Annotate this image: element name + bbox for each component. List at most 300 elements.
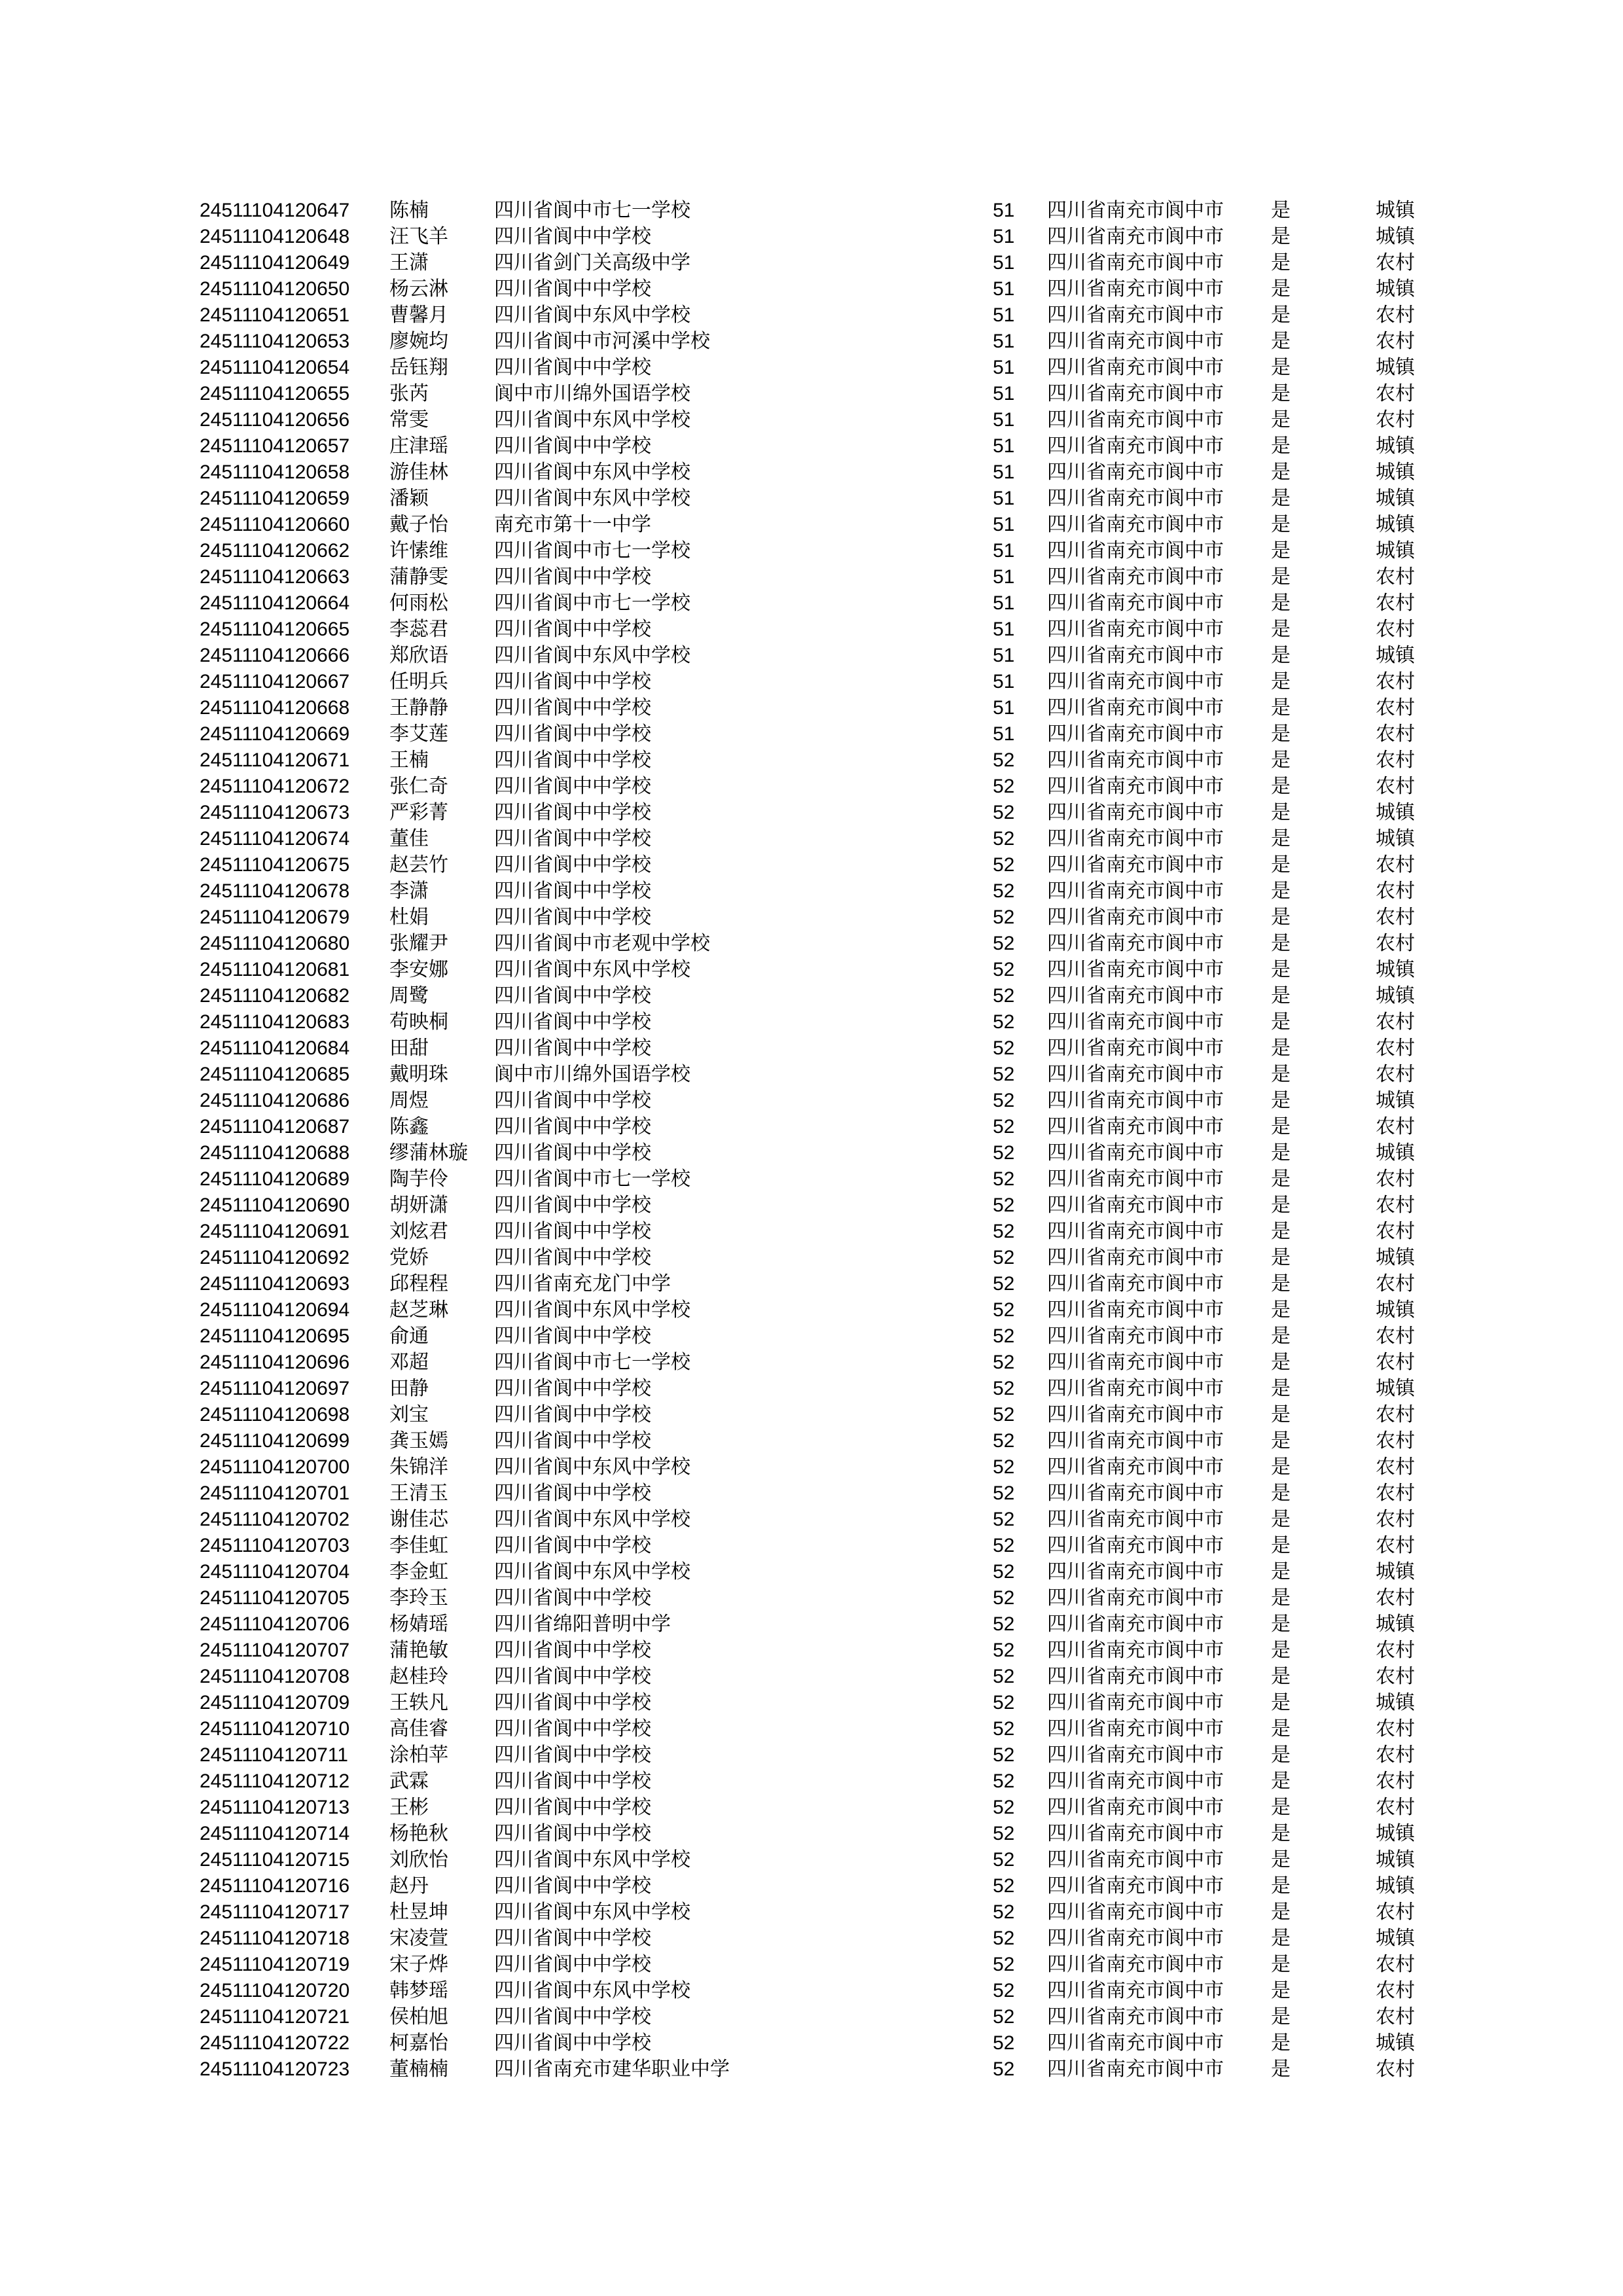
school-cell: 四川省阆中中学校 <box>494 2005 651 2028</box>
table-row <box>200 590 1430 617</box>
school-cell: 四川省阆中东风中学校 <box>494 1979 690 2002</box>
region-cell: 四川省南充市阆中市 <box>1047 1587 1224 1609</box>
flag-cell: 是 <box>1271 199 1291 222</box>
table-row <box>200 1480 1430 1507</box>
region-cell: 四川省南充市阆中市 <box>1047 618 1224 641</box>
student-name-cell: 曹馨月 <box>389 304 448 327</box>
household-type-cell: 农村 <box>1376 723 1415 745</box>
household-type-cell: 农村 <box>1376 1194 1415 1217</box>
table-row <box>200 1271 1430 1297</box>
score-cell: 52 <box>993 1273 1015 1295</box>
flag-cell: 是 <box>1271 853 1291 876</box>
student-name-cell: 李艾莲 <box>389 723 448 745</box>
table-row <box>200 1873 1430 1899</box>
school-cell: 四川省阆中中学校 <box>494 1429 651 1452</box>
student-id-cell: 24511104120671 <box>200 749 350 771</box>
flag-cell: 是 <box>1271 2058 1291 2081</box>
student-name-cell: 杨婧瑶 <box>389 1613 448 1636</box>
flag-cell: 是 <box>1271 330 1291 353</box>
score-cell: 51 <box>993 514 1015 535</box>
table-row <box>200 1140 1430 1166</box>
region-cell: 四川省南充市阆中市 <box>1047 1063 1224 1086</box>
student-name-cell: 武霖 <box>389 1770 429 1793</box>
score-cell: 51 <box>993 383 1015 404</box>
flag-cell: 是 <box>1271 1848 1291 1871</box>
score-cell: 52 <box>993 1587 1015 1609</box>
household-type-cell: 农村 <box>1376 1220 1415 1243</box>
score-cell: 52 <box>993 2006 1015 2028</box>
student-id-cell: 24511104120657 <box>200 435 350 457</box>
flag-cell: 是 <box>1271 1351 1291 1374</box>
score-cell: 52 <box>993 1797 1015 1818</box>
household-type-cell: 农村 <box>1376 251 1415 274</box>
school-cell: 四川省阆中中学校 <box>494 1246 651 1269</box>
student-id-cell: 24511104120694 <box>200 1299 350 1321</box>
table-row <box>200 1507 1430 1533</box>
student-id-cell: 24511104120713 <box>200 1797 350 1818</box>
school-cell: 四川省阆中东风中学校 <box>494 487 690 510</box>
student-name-cell: 杜娟 <box>389 906 429 929</box>
region-cell: 四川省南充市阆中市 <box>1047 330 1224 353</box>
region-cell: 四川省南充市阆中市 <box>1047 1325 1224 1348</box>
student-id-cell: 24511104120717 <box>200 1901 350 1923</box>
school-cell: 四川省阆中中学校 <box>494 1639 651 1662</box>
flag-cell: 是 <box>1271 1037 1291 1060</box>
student-id-cell: 24511104120673 <box>200 802 350 823</box>
table-row <box>200 381 1430 407</box>
flag-cell: 是 <box>1271 984 1291 1007</box>
student-id-cell: 24511104120714 <box>200 1823 350 1844</box>
score-cell: 52 <box>993 1718 1015 1740</box>
region-cell: 四川省南充市阆中市 <box>1047 408 1224 431</box>
household-type-cell: 农村 <box>1376 670 1415 693</box>
household-type-cell: 农村 <box>1376 1011 1415 1033</box>
household-type-cell: 农村 <box>1376 1429 1415 1452</box>
region-cell: 四川省南充市阆中市 <box>1047 749 1224 772</box>
household-type-cell: 农村 <box>1376 618 1415 641</box>
table-row <box>200 1245 1430 1271</box>
student-id-cell: 24511104120698 <box>200 1404 350 1426</box>
household-type-cell: 农村 <box>1376 1744 1415 1767</box>
school-cell: 四川省阆中中学校 <box>494 696 651 719</box>
flag-cell: 是 <box>1271 1587 1291 1609</box>
student-id-cell: 24511104120666 <box>200 645 350 666</box>
household-type-cell: 农村 <box>1376 1325 1415 1348</box>
student-name-cell: 龚玉嫣 <box>389 1429 448 1452</box>
table-row <box>200 355 1430 381</box>
household-type-cell: 城镇 <box>1376 278 1415 300</box>
student-name-cell: 蒲艳敏 <box>389 1639 448 1662</box>
student-name-cell: 王潇 <box>389 251 429 274</box>
region-cell: 四川省南充市阆中市 <box>1047 1953 1224 1976</box>
score-cell: 52 <box>993 854 1015 876</box>
flag-cell: 是 <box>1271 565 1291 588</box>
table-row <box>200 1821 1430 1847</box>
flag-cell: 是 <box>1271 1717 1291 1740</box>
table-row <box>200 1638 1430 1664</box>
score-cell: 51 <box>993 488 1015 509</box>
student-id-cell: 24511104120709 <box>200 1692 350 1713</box>
school-cell: 四川省阆中中学校 <box>494 2032 651 2054</box>
flag-cell: 是 <box>1271 1063 1291 1086</box>
household-type-cell: 农村 <box>1376 853 1415 876</box>
table-row <box>200 957 1430 983</box>
school-cell: 四川省阆中中学校 <box>494 1089 651 1112</box>
table-row <box>200 1219 1430 1245</box>
student-id-cell: 24511104120691 <box>200 1221 350 1242</box>
table-row <box>200 1847 1430 1873</box>
household-type-cell: 农村 <box>1376 696 1415 719</box>
household-type-cell: 城镇 <box>1376 1246 1415 1269</box>
student-id-cell: 24511104120659 <box>200 488 350 509</box>
student-name-cell: 汪飞羊 <box>389 225 448 248</box>
student-name-cell: 宋凌萱 <box>389 1927 448 1950</box>
region-cell: 四川省南充市阆中市 <box>1047 251 1224 274</box>
school-cell: 四川省阆中东风中学校 <box>494 958 690 981</box>
student-id-cell: 24511104120700 <box>200 1456 350 1478</box>
table-row <box>200 931 1430 957</box>
student-id-cell: 24511104120679 <box>200 906 350 928</box>
student-id-cell: 24511104120689 <box>200 1168 350 1190</box>
household-type-cell: 城镇 <box>1376 1848 1415 1871</box>
student-name-cell: 廖婉均 <box>389 330 448 353</box>
score-cell: 52 <box>993 1980 1015 2001</box>
score-cell: 52 <box>993 776 1015 797</box>
household-type-cell: 城镇 <box>1376 1691 1415 1714</box>
student-name-cell: 王楠 <box>389 749 429 772</box>
student-name-cell: 邓超 <box>389 1351 429 1374</box>
school-cell: 四川省阆中东风中学校 <box>494 644 690 667</box>
student-name-cell: 赵桂玲 <box>389 1665 448 1688</box>
student-id-cell: 24511104120703 <box>200 1535 350 1556</box>
flag-cell: 是 <box>1271 225 1291 248</box>
student-id-cell: 24511104120716 <box>200 1875 350 1897</box>
household-type-cell: 城镇 <box>1376 356 1415 379</box>
score-cell: 51 <box>993 409 1015 431</box>
student-id-cell: 24511104120665 <box>200 619 350 640</box>
score-cell: 51 <box>993 645 1015 666</box>
score-cell: 52 <box>993 1954 1015 1975</box>
region-cell: 四川省南充市阆中市 <box>1047 801 1224 824</box>
table-row <box>200 433 1430 459</box>
roster-table <box>200 198 1430 2083</box>
student-id-cell: 24511104120682 <box>200 985 350 1007</box>
student-id-cell: 24511104120706 <box>200 1613 350 1635</box>
student-id-cell: 24511104120680 <box>200 933 350 954</box>
school-cell: 四川省阆中中学校 <box>494 1822 651 1845</box>
household-type-cell: 城镇 <box>1376 644 1415 667</box>
score-cell: 51 <box>993 435 1015 457</box>
household-type-cell: 城镇 <box>1376 2032 1415 2054</box>
region-cell: 四川省南充市阆中市 <box>1047 1456 1224 1479</box>
table-row <box>200 1035 1430 1062</box>
student-id-cell: 24511104120663 <box>200 566 350 588</box>
region-cell: 四川省南充市阆中市 <box>1047 853 1224 876</box>
household-type-cell: 农村 <box>1376 932 1415 955</box>
school-cell: 四川省阆中中学校 <box>494 1665 651 1688</box>
household-type-cell: 农村 <box>1376 1796 1415 1819</box>
table-row <box>200 800 1430 826</box>
student-name-cell: 周鹭 <box>389 984 429 1007</box>
student-name-cell: 王彬 <box>389 1796 429 1819</box>
score-cell: 52 <box>993 1325 1015 1347</box>
household-type-cell: 城镇 <box>1376 1822 1415 1845</box>
school-cell: 四川省阆中中学校 <box>494 1691 651 1714</box>
region-cell: 四川省南充市阆中市 <box>1047 1011 1224 1033</box>
school-cell: 四川省绵阳普明中学 <box>494 1613 671 1636</box>
household-type-cell: 农村 <box>1376 1482 1415 1505</box>
score-cell: 52 <box>993 1352 1015 1373</box>
score-cell: 51 <box>993 697 1015 719</box>
table-row <box>200 983 1430 1009</box>
region-cell: 四川省南充市阆中市 <box>1047 1403 1224 1426</box>
school-cell: 四川省阆中中学校 <box>494 1717 651 1740</box>
student-id-cell: 24511104120668 <box>200 697 350 719</box>
student-id-cell: 24511104120649 <box>200 252 350 274</box>
score-cell: 52 <box>993 1378 1015 1399</box>
score-cell: 52 <box>993 1194 1015 1216</box>
school-cell: 四川省阆中中学校 <box>494 984 651 1007</box>
student-id-cell: 24511104120653 <box>200 331 350 352</box>
region-cell: 四川省南充市阆中市 <box>1047 1299 1224 1321</box>
region-cell: 四川省南充市阆中市 <box>1047 1037 1224 1060</box>
region-cell: 四川省南充市阆中市 <box>1047 592 1224 615</box>
flag-cell: 是 <box>1271 958 1291 981</box>
table-row <box>200 643 1430 669</box>
student-id-cell: 24511104120710 <box>200 1718 350 1740</box>
student-id-cell: 24511104120697 <box>200 1378 350 1399</box>
score-cell: 51 <box>993 331 1015 352</box>
student-name-cell: 高佳睿 <box>389 1717 448 1740</box>
student-id-cell: 24511104120683 <box>200 1011 350 1033</box>
region-cell: 四川省南充市阆中市 <box>1047 1901 1224 1924</box>
school-cell: 四川省阆中中学校 <box>494 225 651 248</box>
flag-cell: 是 <box>1271 723 1291 745</box>
score-cell: 52 <box>993 1090 1015 1111</box>
student-name-cell: 许愫维 <box>389 539 448 562</box>
region-cell: 四川省南充市阆中市 <box>1047 225 1224 248</box>
student-name-cell: 王清玉 <box>389 1482 448 1505</box>
region-cell: 四川省南充市阆中市 <box>1047 670 1224 693</box>
table-row <box>200 1428 1430 1454</box>
school-cell: 四川省南充龙门中学 <box>494 1272 671 1295</box>
student-name-cell: 田甜 <box>389 1037 429 1060</box>
flag-cell: 是 <box>1271 1011 1291 1033</box>
table-row <box>200 1664 1430 1690</box>
flag-cell: 是 <box>1271 644 1291 667</box>
region-cell: 四川省南充市阆中市 <box>1047 2058 1224 2081</box>
table-row <box>200 538 1430 564</box>
region-cell: 四川省南充市阆中市 <box>1047 356 1224 379</box>
flag-cell: 是 <box>1271 408 1291 431</box>
school-cell: 四川省阆中中学校 <box>494 1587 651 1609</box>
student-name-cell: 刘宝 <box>389 1403 429 1426</box>
score-cell: 52 <box>993 1142 1015 1164</box>
school-cell: 四川省阆中中学校 <box>494 853 651 876</box>
flag-cell: 是 <box>1271 2005 1291 2028</box>
student-name-cell: 杜昱坤 <box>389 1901 448 1924</box>
household-type-cell: 城镇 <box>1376 958 1415 981</box>
table-row <box>200 1978 1430 2004</box>
student-name-cell: 陈鑫 <box>389 1115 429 1138</box>
table-row <box>200 459 1430 486</box>
school-cell: 四川省阆中中学校 <box>494 1377 651 1400</box>
household-type-cell: 农村 <box>1376 749 1415 772</box>
table-row <box>200 721 1430 747</box>
region-cell: 四川省南充市阆中市 <box>1047 1613 1224 1636</box>
flag-cell: 是 <box>1271 1979 1291 2002</box>
table-row <box>200 1402 1430 1428</box>
school-cell: 四川省阆中中学校 <box>494 1220 651 1243</box>
score-cell: 52 <box>993 1037 1015 1059</box>
school-cell: 四川省阆中东风中学校 <box>494 408 690 431</box>
flag-cell: 是 <box>1271 487 1291 510</box>
student-name-cell: 周煜 <box>389 1089 429 1112</box>
student-name-cell: 李安娜 <box>389 958 448 981</box>
score-cell: 51 <box>993 357 1015 378</box>
household-type-cell: 农村 <box>1376 1351 1415 1374</box>
region-cell: 四川省南充市阆中市 <box>1047 461 1224 484</box>
table-row <box>200 1114 1430 1140</box>
score-cell: 52 <box>993 985 1015 1007</box>
score-cell: 51 <box>993 592 1015 614</box>
school-cell: 四川省阆中中学校 <box>494 1194 651 1217</box>
student-id-cell: 24511104120705 <box>200 1587 350 1609</box>
school-cell: 四川省阆中中学校 <box>494 1744 651 1767</box>
score-cell: 52 <box>993 802 1015 823</box>
student-id-cell: 24511104120662 <box>200 540 350 562</box>
region-cell: 四川省南充市阆中市 <box>1047 1848 1224 1871</box>
region-cell: 四川省南充市阆中市 <box>1047 1141 1224 1164</box>
school-cell: 四川省阆中中学校 <box>494 435 651 457</box>
student-id-cell: 24511104120708 <box>200 1666 350 1687</box>
flag-cell: 是 <box>1271 382 1291 405</box>
household-type-cell: 城镇 <box>1376 1141 1415 1164</box>
school-cell: 四川省阆中中学校 <box>494 906 651 929</box>
table-row <box>200 224 1430 250</box>
student-name-cell: 游佳林 <box>389 461 448 484</box>
flag-cell: 是 <box>1271 1665 1291 1688</box>
flag-cell: 是 <box>1271 618 1291 641</box>
region-cell: 四川省南充市阆中市 <box>1047 278 1224 300</box>
student-name-cell: 王静静 <box>389 696 448 719</box>
region-cell: 四川省南充市阆中市 <box>1047 1508 1224 1531</box>
flag-cell: 是 <box>1271 932 1291 955</box>
table-row <box>200 1454 1430 1480</box>
school-cell: 四川省阆中市七一学校 <box>494 199 690 222</box>
student-name-cell: 张芮 <box>389 382 429 405</box>
score-cell: 52 <box>993 906 1015 928</box>
student-id-cell: 24511104120672 <box>200 776 350 797</box>
student-id-cell: 24511104120656 <box>200 409 350 431</box>
region-cell: 四川省南充市阆中市 <box>1047 1927 1224 1950</box>
school-cell: 四川省阆中中学校 <box>494 1874 651 1897</box>
region-cell: 四川省南充市阆中市 <box>1047 1560 1224 1583</box>
household-type-cell: 城镇 <box>1376 1613 1415 1636</box>
flag-cell: 是 <box>1271 1508 1291 1531</box>
flag-cell: 是 <box>1271 1168 1291 1191</box>
flag-cell: 是 <box>1271 1613 1291 1636</box>
student-id-cell: 24511104120685 <box>200 1064 350 1085</box>
student-name-cell: 俞通 <box>389 1325 429 1348</box>
student-name-cell: 赵芸竹 <box>389 853 448 876</box>
student-name-cell: 党娇 <box>389 1246 429 1269</box>
student-name-cell: 邱程程 <box>389 1272 448 1295</box>
student-id-cell: 24511104120690 <box>200 1194 350 1216</box>
flag-cell: 是 <box>1271 880 1291 903</box>
household-type-cell: 农村 <box>1376 408 1415 431</box>
table-row <box>200 486 1430 512</box>
flag-cell: 是 <box>1271 1325 1291 1348</box>
household-type-cell: 农村 <box>1376 1456 1415 1479</box>
flag-cell: 是 <box>1271 461 1291 484</box>
score-cell: 52 <box>993 2058 1015 2080</box>
school-cell: 四川省阆中中学校 <box>494 1011 651 1033</box>
flag-cell: 是 <box>1271 1953 1291 1976</box>
household-type-cell: 农村 <box>1376 775 1415 798</box>
region-cell: 四川省南充市阆中市 <box>1047 958 1224 981</box>
region-cell: 四川省南充市阆中市 <box>1047 487 1224 510</box>
household-type-cell: 城镇 <box>1376 1299 1415 1321</box>
school-cell: 四川省阆中市七一学校 <box>494 539 690 562</box>
school-cell: 南充市第十一中学 <box>494 513 651 536</box>
student-id-cell: 24511104120720 <box>200 1980 350 2001</box>
school-cell: 四川省阆中中学校 <box>494 1141 651 1164</box>
school-cell: 四川省阆中中学校 <box>494 1482 651 1505</box>
student-id-cell: 24511104120696 <box>200 1352 350 1373</box>
score-cell: 51 <box>993 200 1015 221</box>
school-cell: 四川省阆中中学校 <box>494 1115 651 1138</box>
school-cell: 四川省阆中市河溪中学校 <box>494 330 710 353</box>
student-id-cell: 24511104120712 <box>200 1770 350 1792</box>
flag-cell: 是 <box>1271 1299 1291 1321</box>
flag-cell: 是 <box>1271 1429 1291 1452</box>
student-name-cell: 张仁奇 <box>389 775 448 798</box>
student-name-cell: 严彩菁 <box>389 801 448 824</box>
student-name-cell: 杨艳秋 <box>389 1822 448 1845</box>
flag-cell: 是 <box>1271 1272 1291 1295</box>
table-row <box>200 1166 1430 1193</box>
household-type-cell: 农村 <box>1376 1037 1415 1060</box>
student-name-cell: 李金虹 <box>389 1560 448 1583</box>
student-name-cell: 李蕊君 <box>389 618 448 641</box>
household-type-cell: 农村 <box>1376 1115 1415 1138</box>
table-row <box>200 852 1430 878</box>
student-name-cell: 李玲玉 <box>389 1587 448 1609</box>
region-cell: 四川省南充市阆中市 <box>1047 880 1224 903</box>
score-cell: 52 <box>993 1928 1015 1949</box>
table-row <box>200 302 1430 329</box>
region-cell: 四川省南充市阆中市 <box>1047 1429 1224 1452</box>
household-type-cell: 城镇 <box>1376 225 1415 248</box>
household-type-cell: 农村 <box>1376 1272 1415 1295</box>
student-id-cell: 24511104120681 <box>200 959 350 980</box>
region-cell: 四川省南充市阆中市 <box>1047 1272 1224 1295</box>
student-name-cell: 赵芝琳 <box>389 1299 448 1321</box>
student-name-cell: 潘颖 <box>389 487 429 510</box>
score-cell: 52 <box>993 1692 1015 1713</box>
household-type-cell: 城镇 <box>1376 1560 1415 1583</box>
student-id-cell: 24511104120678 <box>200 880 350 902</box>
school-cell: 四川省阆中东风中学校 <box>494 1299 690 1321</box>
table-row <box>200 276 1430 302</box>
region-cell: 四川省南充市阆中市 <box>1047 1822 1224 1845</box>
flag-cell: 是 <box>1271 251 1291 274</box>
student-name-cell: 田静 <box>389 1377 429 1400</box>
table-row <box>200 1533 1430 1559</box>
table-row <box>200 1742 1430 1768</box>
household-type-cell: 城镇 <box>1376 487 1415 510</box>
